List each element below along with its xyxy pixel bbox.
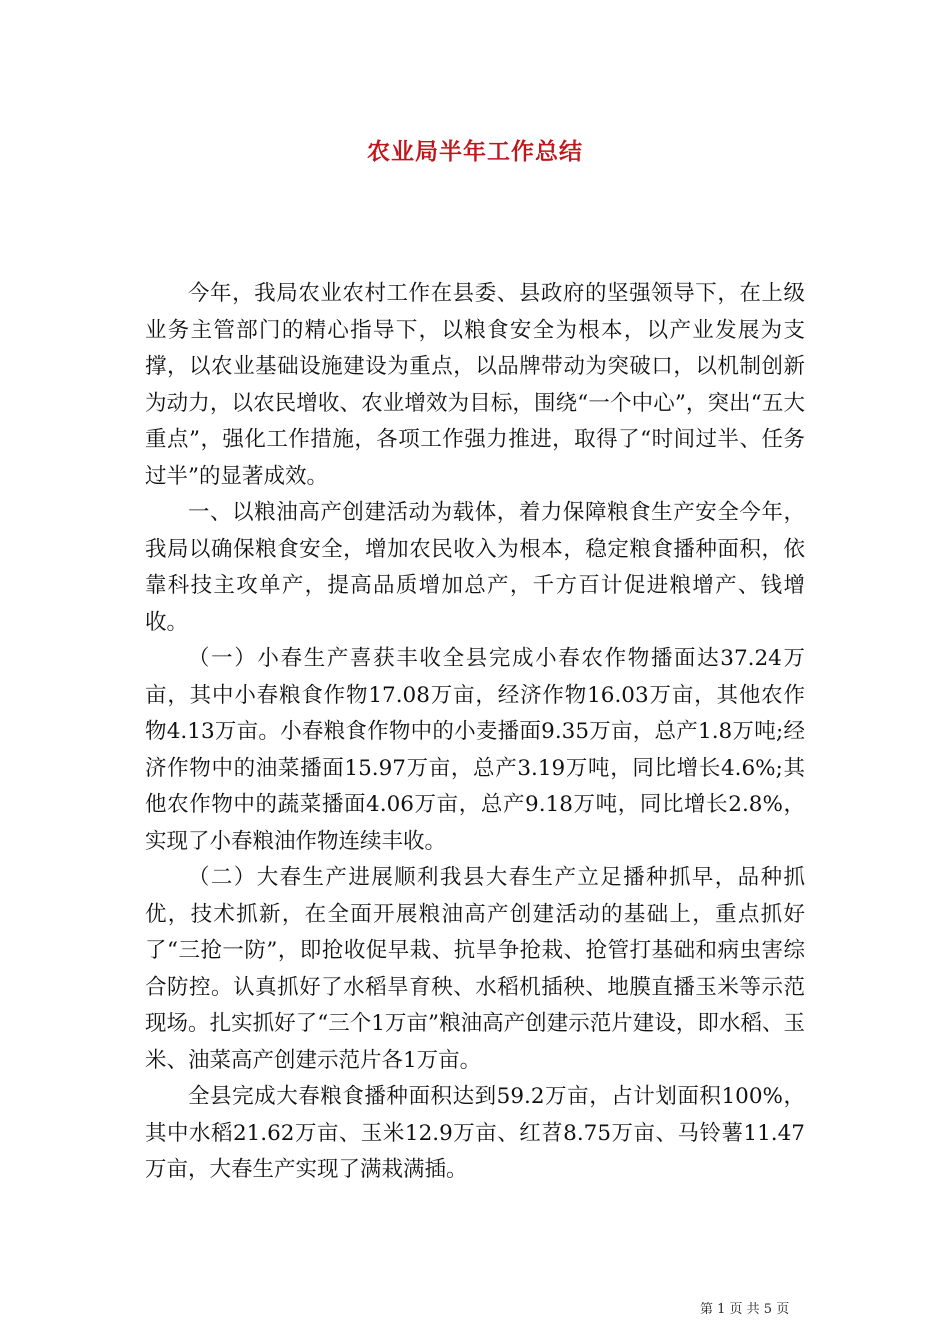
- summer-planting-paragraph: （二）大春生产进展顺利我县大春生产立足播种抓早，品种抓优，技术抓新，在全面开展粮油高产创建活动的基础上，重点抓好了“三抢一防”，即抢收促早栽、抗旱争抢栽、抢管打基础和病虫害综合防控。认真抓好了水稻旱育秧、水稻机插秧、地膜直播玉米等示范现场。扎实抓好了“三个1万亩”粮油高产创建示范片建设，即水稻、玉米、油菜高产创建示范片各1万亩。: [145, 865, 805, 1073]
- spring-harvest-paragraph: （一）小春生产喜获丰收全县完成小春农作物播面达37.24万亩，其中小春粮食作物17.08万亩，经济作物16.03万亩，其他农作物4.13万亩。小春粮食作物中的小麦播面9.35万亩，总产1.8万吨;经济作物中的油菜播面15.97万亩，总产3.19万吨，同比增长4.6%;其他农作物中的蔬菜播面4.06万亩，总产9.18万吨，同比增长2.8%，实现了小春粮油作物连续丰收。: [145, 646, 805, 854]
- document-body: [145, 276, 805, 1189]
- document-title: 农业局半年工作总结: [367, 139, 583, 165]
- section-one-paragraph: 一、以粮油高产创建活动为载体，着力保障粮食生产安全今年，我局以确保粮食安全，增加农民收入为根本，稳定粮食播种面积，依靠科技主攻单产，提高品质增加总产，千方百计促进粮增产、钱增收。: [145, 500, 805, 635]
- planting-area-paragraph: 全县完成大春粮食播种面积达到59.2万亩，占计划面积100%，其中水稻21.62万亩、玉米12.9万亩、红苕8.75万亩、马铃薯11.47万亩，大春生产实现了满栽满插。: [145, 1084, 805, 1182]
- page-number: 第 1 页 共 5 页: [700, 1302, 790, 1317]
- intro-paragraph: 今年，我局农业农村工作在县委、县政府的坚强领导下，在上级业务主管部门的精心指导下，以粮食安全为根本，以产业发展为支撑，以农业基础设施建设为重点，以品牌带动为突破口，以机制创新为动力，以农民增收、农业增效为目标，围绕“一个中心”，突出“五大重点”，强化工作措施，各项工作强力推进，取得了“时间过半、任务过半”的显著成效。: [145, 281, 805, 489]
